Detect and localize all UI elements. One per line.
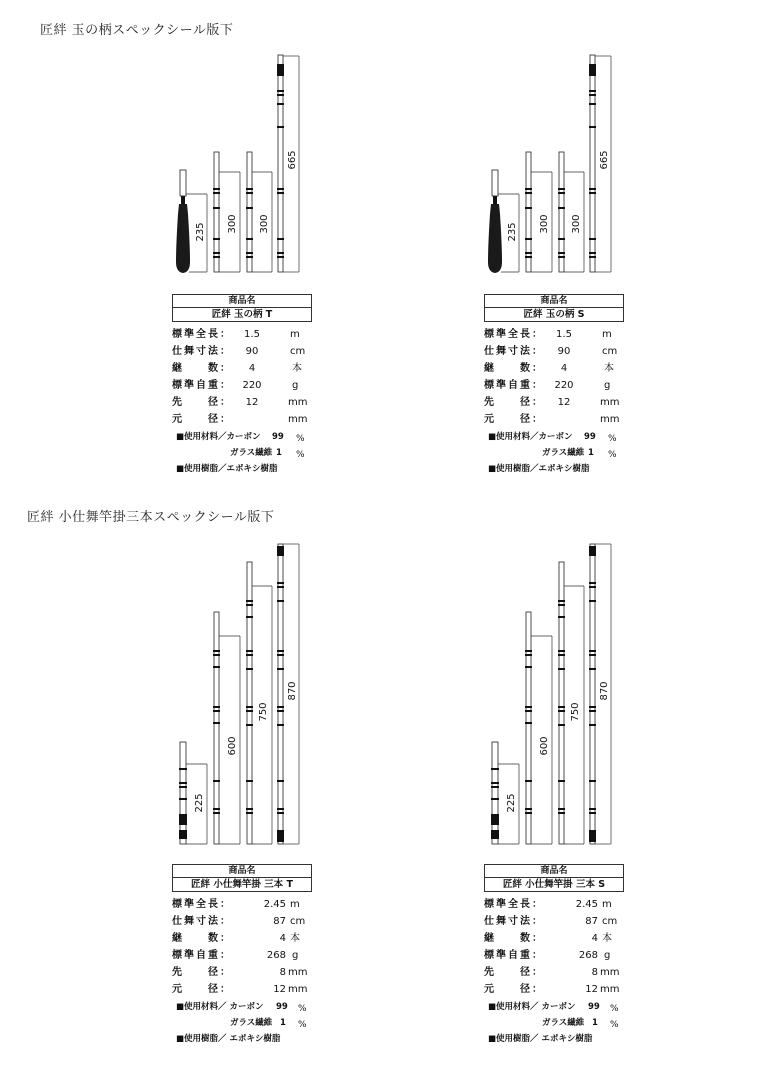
spec-unit: cm xyxy=(290,346,306,357)
material-row-2 xyxy=(542,446,634,460)
spec-unit: mm xyxy=(288,414,308,425)
resin-row: ■使用樹脂／ エポキシ樹脂 xyxy=(176,1034,281,1044)
spec-label: 標準自重 xyxy=(172,950,218,961)
spec-value: 4 xyxy=(279,933,286,944)
material-value: 1 xyxy=(280,1018,286,1028)
rod-segment xyxy=(277,55,299,272)
spec-label: 先径 xyxy=(172,967,218,978)
spec-unit: m xyxy=(290,899,300,910)
spec-value: 1.5 xyxy=(244,329,260,340)
spec-value: 90 xyxy=(557,346,571,357)
spec-unit: g xyxy=(604,380,611,391)
spec-value: 4 xyxy=(560,363,568,374)
product-name-box xyxy=(172,864,312,892)
spec-label: 仕舞寸法 xyxy=(484,346,530,357)
spec-value: 87 xyxy=(273,916,286,927)
material-row xyxy=(488,1000,634,1014)
product-name: 匠絆 玉の柄 S xyxy=(523,309,585,320)
material-label: ■使用材料／カーボン xyxy=(488,432,573,442)
resin-row: ■使用樹脂／エポキシ樹脂 xyxy=(488,464,590,474)
rod-length-label: 600 xyxy=(227,736,238,756)
spec-card-tamanoe-t: 商品名 匠絆 玉の柄 T 標準全長 ： 1.5 m 仕舞寸法 ： 90 cm 継数 ： 4 本 標準自重 ： 220 g 先径 ： 12 mm 元径 ： mm ■使用材料／カーボン 99 % ガラス繊維 1 % ■使用樹脂／エポキシ樹脂 xyxy=(172,294,322,484)
spec-value: 2.45 xyxy=(263,899,286,910)
spec-value: 4 xyxy=(248,363,256,374)
percent-sign: % xyxy=(298,1004,307,1014)
spec-value: 1.5 xyxy=(556,329,572,340)
spec-card-tamanoe-s: 商品名 匠絆 玉の柄 S 標準全長 ： 1.5 m 仕舞寸法 ： 90 cm 継数 ： 4 本 標準自重 ： 220 g 先径 ： 12 mm 元径 ： mm ■使用材料／カーボン 99 % ガラス繊維 1 % ■使用樹脂／エポキシ樹脂 xyxy=(484,294,634,484)
spec-unit: mm xyxy=(600,397,620,408)
rod-length-label: 300 xyxy=(227,214,238,234)
spec-label: 継数 xyxy=(172,933,218,944)
spec-unit: g xyxy=(292,950,299,961)
spec-label: 標準全長 xyxy=(172,329,218,340)
material-label: ガラス繊維 xyxy=(230,448,273,458)
product-name-header: 商品名 xyxy=(485,295,623,308)
spec-label: 標準自重 xyxy=(172,380,218,391)
rod-length-label: 235 xyxy=(507,222,518,242)
material-value: 1 xyxy=(588,448,594,458)
spec-label: 仕舞寸法 xyxy=(172,916,218,927)
rod-segment xyxy=(179,742,207,844)
material-label: ガラス繊維 xyxy=(542,448,585,458)
material-value: 99 xyxy=(276,1002,288,1012)
material-row-2 xyxy=(230,1016,322,1030)
rod-segment xyxy=(246,152,272,272)
rod-length-label: 300 xyxy=(259,214,270,234)
material-label: ■使用材料／ カーボン xyxy=(488,1002,576,1012)
spec-value: 2.45 xyxy=(575,899,598,910)
spec-card-saokake-s: 商品名 匠絆 小仕舞竿掛 三本 S 標準全長 ： 2.45 m 仕舞寸法 ： 87 cm 継数 ： 4 本 標準自重 ： 268 g 先径 ： 8 mm 元径 ： 12 mm ■使用材料／ カーボン 99 % ガラス繊維 1 % ■使用樹脂／ エポキシ樹脂 xyxy=(484,864,634,1054)
product-name: 匠絆 小仕舞竿掛 三本 S xyxy=(502,879,606,890)
spec-unit: 本 xyxy=(292,363,302,374)
rod-segment xyxy=(246,562,272,844)
rod-segment xyxy=(176,170,207,273)
rod-length-label: 300 xyxy=(571,214,582,234)
spec-label: 元径 xyxy=(484,984,530,995)
spec-value: 4 xyxy=(591,933,598,944)
spec-value: 220 xyxy=(554,380,574,391)
grip-shape xyxy=(488,204,502,273)
material-label: ガラス繊維 xyxy=(230,1018,273,1028)
rod-length-label: 750 xyxy=(258,702,269,722)
resin-row: ■使用樹脂／ エポキシ樹脂 xyxy=(488,1034,593,1044)
product-name-header: 商品名 xyxy=(485,865,623,878)
spec-label: 元径 xyxy=(172,984,218,995)
material-label: ガラス繊維 xyxy=(542,1018,585,1028)
product-name-header: 商品名 xyxy=(173,865,311,878)
rod-diagram-tamanoe-t xyxy=(176,55,299,273)
spec-label: 先径 xyxy=(484,397,530,408)
rod-segment xyxy=(491,742,519,844)
spec-unit: 本 xyxy=(602,933,612,944)
material-row xyxy=(176,430,322,444)
resin-row: ■使用樹脂／エポキシ樹脂 xyxy=(176,464,278,474)
material-value: 1 xyxy=(276,448,282,458)
spec-label: 仕舞寸法 xyxy=(172,346,218,357)
percent-sign: % xyxy=(296,434,305,444)
rod-length-label: 665 xyxy=(599,150,610,170)
rod-length-label: 870 xyxy=(287,681,298,701)
spec-label: 継数 xyxy=(484,363,530,374)
spec-label: 標準全長 xyxy=(484,329,530,340)
rod-length-label: 750 xyxy=(570,702,581,722)
spec-unit: mm xyxy=(600,967,620,978)
spec-unit: g xyxy=(604,950,611,961)
spec-unit: g xyxy=(292,380,299,391)
section-title-tamanoe: 匠絆 玉の柄スペックシール版下 xyxy=(40,23,234,38)
percent-sign: % xyxy=(298,1020,307,1030)
rod-segment xyxy=(525,612,552,844)
spec-value: 12 xyxy=(557,397,571,408)
spec-unit: m xyxy=(602,329,612,340)
spec-label: 先径 xyxy=(484,967,530,978)
spec-value: 268 xyxy=(266,950,286,961)
rod-segment xyxy=(277,544,299,844)
spec-unit: mm xyxy=(288,967,308,978)
spec-label: 先径 xyxy=(172,397,218,408)
product-name: 匠絆 玉の柄 T xyxy=(211,309,273,320)
rod-segment xyxy=(589,544,611,844)
rod-length-label: 235 xyxy=(195,222,206,242)
spec-unit: mm xyxy=(288,397,308,408)
rod-length-label: 600 xyxy=(539,736,550,756)
rod-segment xyxy=(213,152,240,272)
spec-label: 標準自重 xyxy=(484,380,530,391)
product-name-box xyxy=(484,864,624,892)
spec-label: 継数 xyxy=(484,933,530,944)
spec-label: 標準全長 xyxy=(484,899,530,910)
spec-unit: cm xyxy=(602,346,618,357)
product-name-box xyxy=(484,294,624,322)
rod-diagram-saokake-s xyxy=(491,544,611,844)
rod-length-label: 300 xyxy=(539,214,550,234)
percent-sign: % xyxy=(610,1020,619,1030)
section-title-saokake: 匠絆 小仕舞竿掛三本スペックシール版下 xyxy=(27,510,275,525)
spec-unit: mm xyxy=(600,414,620,425)
material-value: 99 xyxy=(272,432,284,442)
product-name: 匠絆 小仕舞竿掛 三本 T xyxy=(191,879,293,890)
spec-label: 標準全長 xyxy=(172,899,218,910)
spec-value: 220 xyxy=(242,380,262,391)
rod-segment xyxy=(558,152,584,272)
rod-length-label: 870 xyxy=(599,681,610,701)
material-value: 99 xyxy=(584,432,596,442)
percent-sign: % xyxy=(608,450,617,460)
spec-label: 標準自重 xyxy=(484,950,530,961)
rod-diagram-tamanoe-s xyxy=(488,55,611,273)
material-row-2 xyxy=(230,446,322,460)
spec-unit: m xyxy=(602,899,612,910)
grip-shape xyxy=(176,204,190,273)
spec-unit: cm xyxy=(290,916,306,927)
spec-unit: m xyxy=(290,329,300,340)
percent-sign: % xyxy=(296,450,305,460)
spec-label: 元径 xyxy=(172,414,218,425)
rod-segment xyxy=(488,170,519,273)
material-row xyxy=(488,430,634,444)
spec-card-saokake-t: 商品名 匠絆 小仕舞竿掛 三本 T 標準全長 ： 2.45 m 仕舞寸法 ： 87 cm 継数 ： 4 本 標準自重 ： 268 g 先径 ： 8 mm 元径 ： 12 mm ■使用材料／ カーボン 99 % ガラス繊維 1 % ■使用樹脂／ エポキシ樹脂 xyxy=(172,864,322,1054)
rod-segment xyxy=(525,152,552,272)
spec-label: 元径 xyxy=(484,414,530,425)
spec-value: 12 xyxy=(245,397,259,408)
spec-value: 90 xyxy=(245,346,259,357)
material-row-2 xyxy=(542,1016,634,1030)
material-value: 99 xyxy=(588,1002,600,1012)
spec-unit: 本 xyxy=(290,933,300,944)
rod-segment xyxy=(213,612,240,844)
material-label: ■使用材料／カーボン xyxy=(176,432,261,442)
product-name-box xyxy=(172,294,312,322)
spec-value: 8 xyxy=(279,967,286,978)
spec-value: 87 xyxy=(585,916,598,927)
material-label: ■使用材料／ カーボン xyxy=(176,1002,264,1012)
spec-value: 8 xyxy=(591,967,598,978)
percent-sign: % xyxy=(608,434,617,444)
spec-unit: 本 xyxy=(604,363,614,374)
spec-label: 継数 xyxy=(172,363,218,374)
rod-length-label: 225 xyxy=(506,793,517,813)
rod-length-label: 225 xyxy=(194,793,205,813)
rod-length-label: 665 xyxy=(287,150,298,170)
rod-diagram-saokake-t xyxy=(179,544,299,844)
rod-segment xyxy=(558,562,584,844)
spec-value: 12 xyxy=(585,984,598,995)
material-row xyxy=(176,1000,322,1014)
spec-unit: mm xyxy=(288,984,308,995)
percent-sign: % xyxy=(610,1004,619,1014)
product-name-header: 商品名 xyxy=(173,295,311,308)
spec-value: 12 xyxy=(273,984,286,995)
rod-segment xyxy=(589,55,611,272)
material-value: 1 xyxy=(592,1018,598,1028)
spec-unit: cm xyxy=(602,916,618,927)
spec-label: 仕舞寸法 xyxy=(484,916,530,927)
spec-unit: mm xyxy=(600,984,620,995)
spec-value: 268 xyxy=(578,950,598,961)
